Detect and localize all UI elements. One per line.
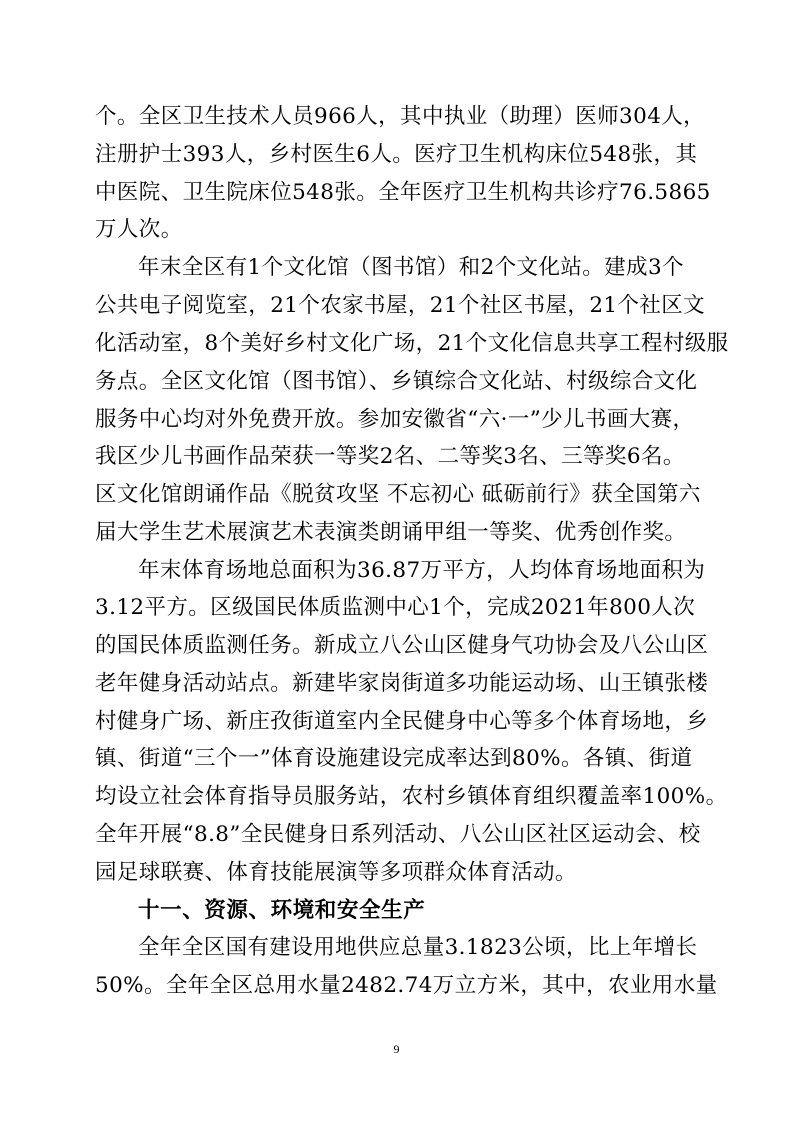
text-line: 全年开展“8.8”全民健身日系列活动、八公山区社区运动会、校 — [95, 822, 701, 847]
text-line: 个。全区卫生技术人员966人，其中执业（助理）医师304人， — [95, 104, 706, 129]
text-line: 的国民体质监测任务。新成立八公山区健身气功协会及八公山区 — [95, 633, 709, 658]
text-line: 我区少儿书画作品荣获一等奖2名、二等奖3名、三等奖6名。 — [95, 444, 685, 469]
paragraph-start-line: 年末体育场地总面积为36.87万平方，人均体育场地面积为 — [138, 558, 706, 583]
text-line: 化活动室，8个美好乡村文化广场，21个文化信息共享工程村级服 — [95, 331, 729, 356]
text-line: 村健身广场、新庄孜街道室内全民健身中心等多个体育场地，乡 — [95, 709, 709, 734]
text-line: 万人次。 — [95, 217, 183, 242]
text-line: 中医院、卫生院床位548张。全年医疗卫生机构共诊疗76.5865 — [95, 180, 711, 205]
text-line: 注册护士393人，乡村医生6人。医疗卫生机构床位548张，其 — [95, 142, 698, 167]
text-line: 园足球联赛、体育技能展演等多项群众体育活动。 — [95, 860, 577, 885]
text-line: 均设立社会体育指导员服务站，农村乡镇体育组织覆盖率100%。 — [95, 784, 728, 809]
paragraph-start-line: 年末全区有1个文化馆（图书馆）和2个文化站。建成3个 — [138, 255, 684, 280]
text-line: 50%。全年全区总用水量2482.74万立方米，其中，农业用水量 — [95, 973, 718, 998]
text-line: 镇、街道“三个一”体育设施建设完成率达到80%。各镇、街道 — [95, 746, 693, 771]
page-number: 9 — [393, 1042, 400, 1056]
text-line: 届大学生艺术展演艺术表演类朗诵甲组一等奖、优秀创作奖。 — [95, 520, 687, 545]
text-line: 3.12平方。区级国民体质监测中心1个，完成2021年800人次 — [95, 595, 696, 620]
section-heading: 十一、资源、环境和安全生产 — [138, 898, 426, 923]
text-line: 老年健身活动站点。新建毕家岗街道多功能运动场、山王镇张楼 — [95, 671, 709, 696]
text-line: 务点。全区文化馆（图书馆）、乡镇综合文化站、村级综合文化 — [95, 369, 698, 394]
text-line: 服务中心均对外免费开放。参加安徽省“六·一”少儿书画大赛， — [95, 407, 695, 432]
paragraph-start-line: 全年全区国有建设用地供应总量3.1823公顷，比上年增长 — [138, 935, 698, 960]
text-line: 公共电子阅览室，21个农家书屋，21个社区书屋，21个社区文 — [95, 293, 706, 318]
text-line: 区文化馆朗诵作品《脱贫攻坚 不忘初心 砥砺前行》获全国第六 — [95, 482, 701, 507]
